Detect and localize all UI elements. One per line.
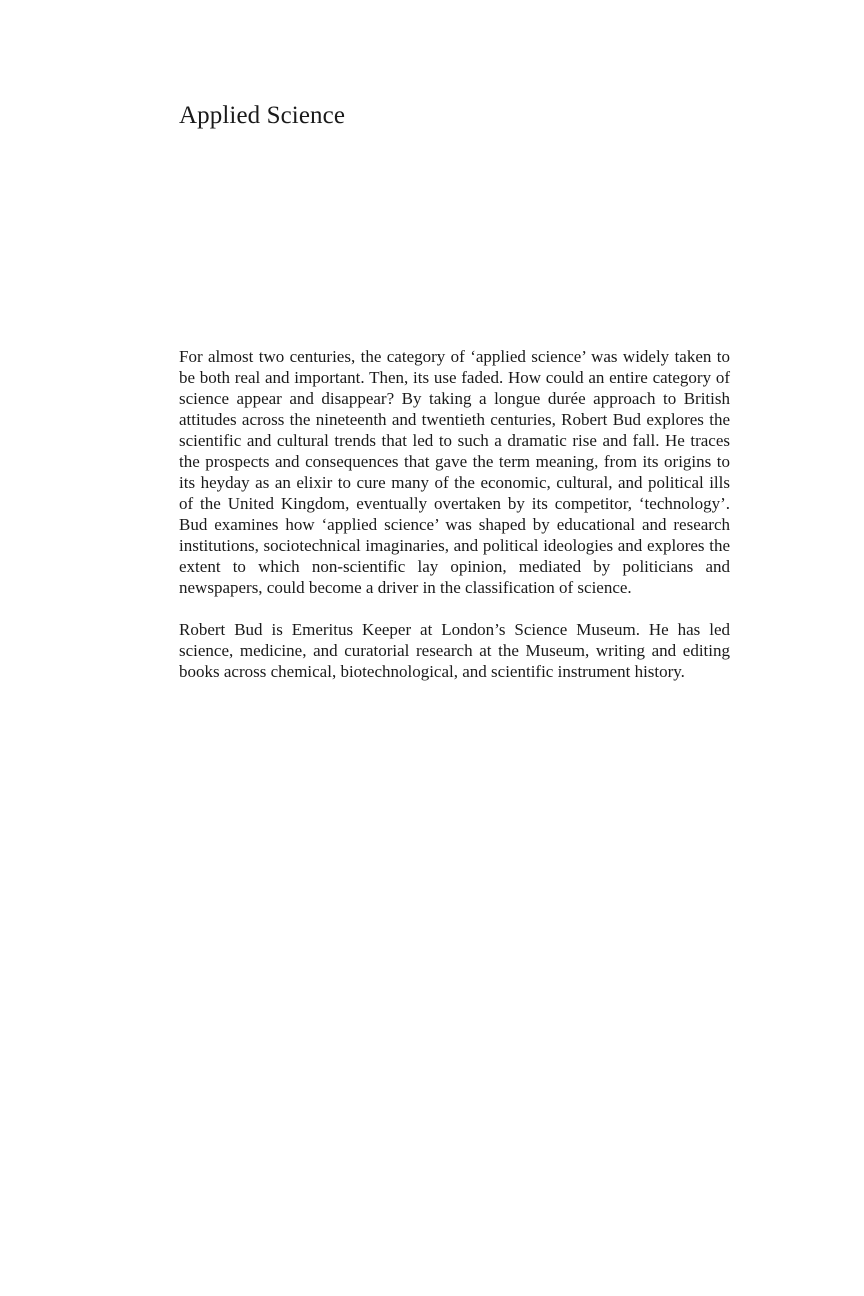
book-description <box>179 346 730 703</box>
book-title: Applied Science <box>179 102 346 129</box>
blurb-paragraph: For almost two centuries, the category of ‘applied science’ was widely taken to be both real and important. Then, its use faded. How could an entire category of science appear and disappear? By taking a longue durée approach to British attitudes across the nineteenth and twentieth centuries, Robert Bud explores the scientific and cultural trends that led to such a dramatic rise and fall. He traces the prospects and consequences that gave the term meaning, from its origins to its heyday as an elixir to cure many of the economic, cultural, and political ills of the United Kingdom, eventually overtaken by its competitor, ‘technology’. Bud examines how ‘applied science’ was shaped by educational and research institutions, sociotechnical imaginaries, and political ideologies and explores the extent to which non-scientific lay opinion, mediated by politicians and newspapers, could become a driver in the classification of science. <box>179 347 730 597</box>
author-bio-paragraph: Robert Bud is Emeritus Keeper at London’s Science Museum. He has led science, medicine, and curatorial research at the Museum, writing and editing books across chemical, biotechnological, and scientific instrument history. <box>179 620 730 681</box>
